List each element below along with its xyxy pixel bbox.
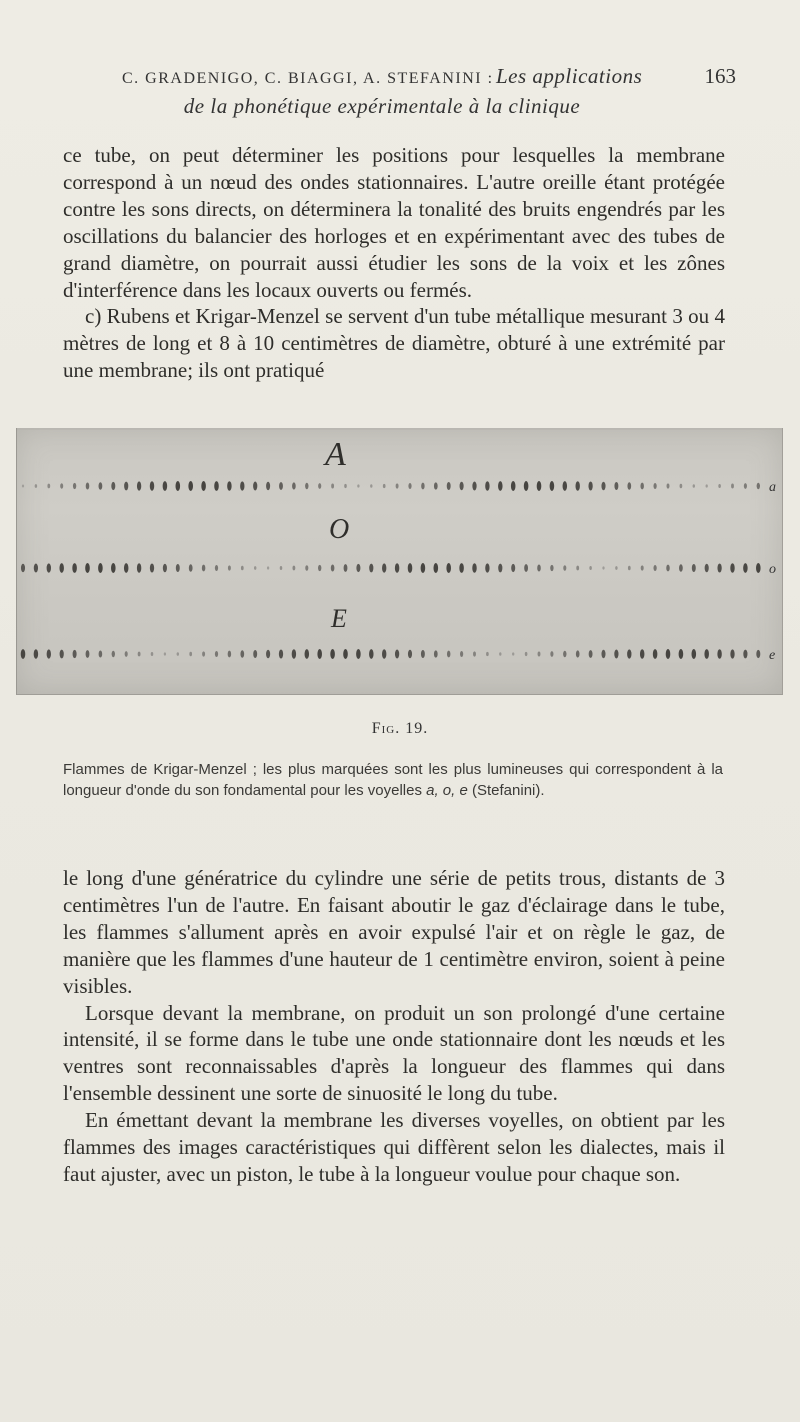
- flame-dot: [202, 651, 205, 656]
- flame-dot: [382, 563, 386, 572]
- flame-dot: [47, 649, 51, 658]
- flame-dot: [460, 482, 464, 491]
- flame-dot: [369, 564, 373, 573]
- flame-dot: [215, 565, 218, 571]
- flame-dot: [150, 481, 154, 491]
- flame-dot: [434, 650, 438, 657]
- row-end-mark: a: [769, 480, 776, 495]
- figure-caption-title: Fig. 19.: [371, 720, 429, 737]
- flame-dot: [305, 483, 308, 489]
- figure-caption: [63, 760, 723, 801]
- flame-dot: [60, 483, 63, 488]
- flame-dot: [550, 565, 553, 571]
- flame-dot: [86, 483, 90, 490]
- flame-dot: [472, 482, 476, 491]
- flame-dot: [512, 652, 514, 655]
- flame-dot: [22, 485, 24, 488]
- flame-dot: [266, 650, 270, 659]
- flame-dot: [383, 484, 386, 488]
- flame-dot: [499, 652, 501, 656]
- body-text-bottom: [63, 865, 725, 1188]
- flame-dot: [524, 481, 529, 491]
- flame-dot: [292, 649, 296, 658]
- flame-dot: [666, 649, 671, 659]
- flame-dot: [35, 484, 37, 488]
- flame-rows-graphic: [17, 428, 782, 694]
- flame-dot: [253, 482, 257, 491]
- flame-dot: [408, 563, 413, 573]
- flame-dot: [85, 563, 90, 573]
- flame-dot: [34, 564, 38, 573]
- flame-dot: [525, 652, 528, 656]
- flame-dot: [124, 563, 129, 573]
- row-end-mark: o: [769, 562, 776, 577]
- flame-dot: [615, 566, 617, 570]
- flame-dot: [538, 652, 541, 657]
- flame-dot: [447, 482, 451, 490]
- flame-dot: [446, 563, 451, 573]
- flame-dot: [614, 650, 618, 659]
- flame-dot: [227, 481, 231, 491]
- flame-dot: [473, 651, 476, 656]
- flame-dot: [111, 482, 115, 490]
- vowel-label-o: O: [329, 514, 350, 545]
- flame-dot: [653, 565, 656, 571]
- flame-dot: [680, 484, 683, 488]
- flame-dot: [563, 651, 566, 657]
- flame-dot: [370, 484, 372, 488]
- flame-dot: [731, 484, 734, 489]
- flame-dot: [756, 650, 760, 658]
- flame-dot: [704, 649, 709, 659]
- flame-dot: [201, 481, 206, 491]
- flame-dot: [408, 650, 412, 659]
- flame-dot: [537, 481, 542, 491]
- flame-dot: [459, 563, 464, 573]
- paragraph: le long d'une génératrice du cylindre une série de petits trous, distants de 3 centimètres l'un de l'autre. En faisant aboutir le gaz d'éclairage dans le tube, les flammes s'allument après en avoir expulsé l'air et on règle le gaz, de manière que les flammes d'une hauteur de 1 centimètre environ, soient à peine visibles.: [63, 866, 725, 998]
- flame-dot: [485, 481, 489, 490]
- flame-dot: [344, 484, 347, 488]
- flame-dot: [563, 565, 566, 571]
- flame-dot: [395, 563, 399, 573]
- paragraph: Lorsque devant la membrane, on produit un son prolongé d'une certaine intensité, il se forme dans le tube une onde stationnaire dont les nœuds et les ventres sont reconnaissables d'après la longueur des flammes qui dans l'ensemble dessinent une sorte de sinuosité le long du tube.: [63, 1000, 725, 1106]
- flame-dot: [240, 650, 244, 657]
- flame-dot: [164, 652, 166, 655]
- flame-dot: [576, 481, 580, 490]
- flame-dot: [112, 651, 115, 657]
- flame-dot: [177, 652, 179, 656]
- flame-dot: [757, 483, 760, 489]
- flame-dot: [743, 563, 748, 573]
- flame-dot: [396, 483, 399, 488]
- body-text-top: [63, 142, 725, 384]
- flame-dot: [589, 650, 593, 658]
- vowel-label-e: E: [331, 604, 347, 633]
- flame-dot: [241, 566, 244, 571]
- caption-text-part1: Flammes de Krigar-Menzel ; les plus marquées sont les plus lumineuses qui correspondent à la longueur d'onde du son fondamental pour les voyelles: [63, 761, 723, 799]
- flame-dot: [47, 563, 51, 572]
- row-end-mark: e: [769, 648, 776, 663]
- flame-dot: [447, 651, 450, 658]
- flame-dot: [640, 649, 644, 659]
- flame-dot: [511, 481, 516, 491]
- flame-dot: [215, 651, 218, 657]
- flame-row-e: [21, 648, 775, 663]
- flame-dot: [343, 649, 348, 659]
- flame-dot: [86, 650, 90, 658]
- flame-dot: [434, 563, 439, 573]
- flame-dot: [202, 565, 206, 572]
- flame-dot: [653, 649, 658, 659]
- flame-dot: [59, 563, 63, 573]
- flame-dot: [292, 566, 295, 571]
- flame-dot: [421, 563, 426, 573]
- flame-dot: [189, 652, 192, 656]
- flame-dot: [706, 484, 708, 487]
- flame-dot: [254, 566, 256, 570]
- flame-dot: [60, 650, 64, 659]
- flame-dot: [718, 484, 721, 488]
- flame-dot: [356, 564, 360, 572]
- paragraph: En émettant devant la membrane les diverses voyelles, on obtient par les flammes des images caractéristiques qui diffèrent selon les dialectes, mais il faut ajuster, avec un piston, le tube à la longueur voulue pour chaque son.: [63, 1108, 725, 1186]
- flame-dot: [693, 484, 695, 488]
- flame-dot: [744, 483, 747, 489]
- flame-dot: [756, 563, 761, 573]
- flame-dot: [421, 650, 425, 658]
- running-header: [62, 66, 742, 119]
- flame-dot: [498, 481, 503, 491]
- flame-dot: [614, 482, 618, 490]
- flame-dot: [524, 564, 528, 572]
- flame-dot: [318, 565, 321, 571]
- flame-dot: [563, 481, 568, 491]
- flame-dot: [163, 481, 168, 491]
- flame-dot: [331, 564, 335, 571]
- flame-dot: [98, 563, 103, 573]
- flame-dot: [485, 563, 489, 572]
- flame-dot: [550, 651, 553, 657]
- flame-dot: [72, 563, 77, 573]
- flame-dot: [717, 649, 721, 659]
- flame-dot: [188, 481, 193, 491]
- flame-dot: [267, 566, 269, 569]
- flame-dot: [472, 563, 476, 573]
- flame-dot: [730, 649, 734, 658]
- flame-dot: [550, 481, 555, 491]
- flame-dot: [240, 481, 244, 490]
- flame-dot: [137, 563, 141, 572]
- flame-dot: [279, 482, 283, 490]
- flame-dot: [331, 484, 334, 489]
- flame-dot: [305, 649, 310, 659]
- flame-dot: [627, 649, 631, 658]
- flame-dot: [253, 650, 257, 658]
- flame-dot: [730, 563, 734, 572]
- flame-dot: [369, 649, 373, 659]
- flame-dot: [111, 563, 116, 573]
- flame-dot: [228, 565, 231, 570]
- flame-dot: [137, 481, 141, 490]
- flame-row-a: [22, 480, 776, 495]
- header-authors: C. GRADENIGO, C. BIAGGI, A. STEFANINI :: [122, 70, 494, 87]
- flame-dot: [421, 483, 424, 490]
- flame-dot: [151, 652, 154, 656]
- flame-dot: [679, 564, 683, 571]
- flame-dot: [601, 650, 605, 658]
- flame-dot: [317, 649, 322, 659]
- flame-dot: [357, 484, 359, 487]
- flame-dot: [576, 650, 580, 657]
- flame-dot: [279, 649, 283, 658]
- flame-dot: [292, 482, 296, 489]
- figure-flames-photograph: [16, 428, 783, 695]
- flame-dot: [150, 563, 154, 572]
- flame-dot: [176, 481, 181, 491]
- flame-dot: [330, 649, 335, 659]
- paragraph: ce tube, on peut déterminer les positions pour lesquelles la membrane correspond à un nœud des ondes stationnaires. L'autre oreille étant protégée contre les sons directs, on déterminera la tonalité des bruits engendrés par les oscillations du balancier des horloges et en expérimentant avec des tubes de grand diamètre, on pourrait aussi étudier les sons de la voix et les zônes d'interférence dans les locaux ouverts ou fermés.: [63, 143, 725, 302]
- flame-dot: [125, 651, 128, 657]
- flame-dot: [382, 649, 386, 658]
- flame-dot: [408, 483, 411, 489]
- flame-dot: [588, 481, 592, 490]
- flame-dot: [305, 565, 308, 571]
- flame-dot: [486, 652, 489, 656]
- flame-dot: [266, 482, 270, 490]
- flame-dot: [667, 483, 670, 488]
- flame-dot: [189, 564, 193, 571]
- flame-dot: [576, 566, 579, 571]
- flame-dot: [280, 566, 283, 570]
- flame-row-o: [21, 562, 776, 577]
- flame-dot: [627, 482, 631, 489]
- flame-dot: [498, 564, 502, 573]
- flame-dot: [434, 482, 438, 489]
- flame-dot: [589, 566, 592, 570]
- flame-dot: [395, 650, 399, 659]
- flame-dot: [163, 564, 167, 573]
- flame-dot: [640, 483, 643, 490]
- flame-dot: [641, 565, 644, 570]
- flame-dot: [537, 564, 541, 571]
- header-title-part2: de la phonétique expérimentale à la clinique: [183, 94, 581, 118]
- flame-dot: [692, 564, 696, 572]
- flame-dot: [73, 483, 76, 489]
- flame-dot: [21, 564, 25, 572]
- flame-dot: [743, 650, 747, 659]
- flame-dot: [692, 649, 697, 659]
- flame-dot: [601, 482, 605, 491]
- flame-dot: [318, 483, 321, 489]
- flame-dot: [124, 482, 128, 491]
- flame-dot: [460, 651, 463, 657]
- flame-dot: [47, 484, 50, 489]
- flame-dot: [666, 565, 670, 572]
- flame-dot: [21, 649, 26, 659]
- caption-vowels: a, o, e: [426, 781, 468, 799]
- flame-dot: [602, 566, 604, 569]
- flame-dot: [511, 564, 515, 572]
- flame-dot: [628, 566, 631, 571]
- paragraph: c) Rubens et Krigar-Menzel se servent d'un tube métallique mesurant 3 ou 4 mètres de long et 8 à 10 centimètres de diamètre, obturé à une extrémité par une membrane; ils ont pratiqué: [63, 304, 725, 383]
- flame-dot: [214, 481, 219, 491]
- header-title-part1: Les applications: [496, 64, 643, 88]
- flame-dot: [228, 651, 231, 658]
- flame-dot: [176, 564, 180, 572]
- flame-dot: [138, 652, 141, 657]
- flame-dot: [344, 564, 348, 572]
- flame-dot: [717, 563, 721, 572]
- page-number: 163: [704, 64, 736, 88]
- flame-dot: [705, 564, 709, 573]
- flame-dot: [679, 649, 684, 659]
- flame-dot: [73, 650, 77, 658]
- flame-dot: [99, 482, 103, 490]
- flame-dot: [99, 650, 103, 657]
- caption-text-part2: (Stefanini).: [472, 781, 545, 799]
- flame-dot: [34, 649, 38, 659]
- flame-dot: [653, 483, 656, 489]
- flame-dot: [356, 649, 361, 659]
- vowel-label-a: A: [325, 436, 346, 473]
